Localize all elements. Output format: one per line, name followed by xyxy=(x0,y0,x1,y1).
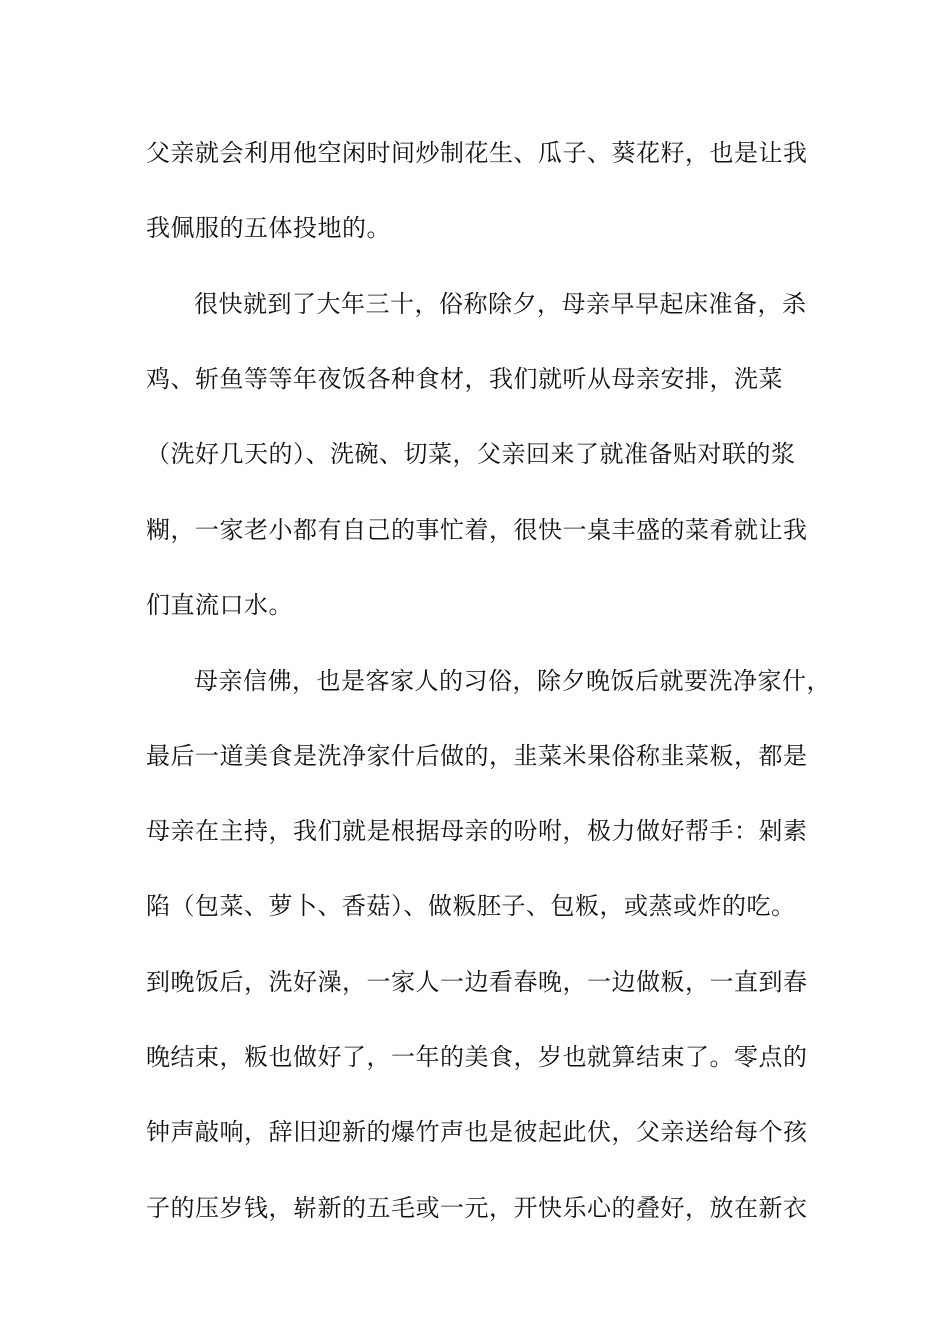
paragraph-3-line-4: 陷（包菜、萝卜、香菇）、做粄胚子、包粄，或蒸或炸的吃。 xyxy=(146,892,796,920)
paragraph-3-line-6: 晚结束，粄也做好了，一年的美食，岁也就算结束了。零点的 xyxy=(146,1043,808,1071)
paragraph-3-line-5: 到晚饭后，洗好澡，一家人一边看春晚，一边做粄，一直到春 xyxy=(146,968,808,996)
paragraph-1-line-2: 我佩服的五体投地的。 xyxy=(146,214,391,242)
paragraph-2-line-5: 们直流口水。 xyxy=(146,591,293,619)
paragraph-3-line-7: 钟声敲响，辞旧迎新的爆竹声也是彼起此伏，父亲送给每个孩 xyxy=(146,1118,808,1146)
paragraph-3-line-2: 最后一道美食是洗净家什后做的，韭菜米果俗称韭菜粄，都是 xyxy=(146,742,808,770)
paragraph-2-line-3: （洗好几天的）、洗碗、切菜，父亲回来了就准备贴对联的浆 xyxy=(146,440,796,468)
paragraph-2-line-4: 糊，一家老小都有自己的事忙着，很快一桌丰盛的菜肴就让我 xyxy=(146,516,808,544)
paragraph-3-line-1: 母亲信佛，也是客家人的习俗，除夕晚饭后就要洗净家什， xyxy=(194,667,831,695)
paragraph-3-line-8: 子的压岁钱，崭新的五毛或一元，开快乐心的叠好，放在新衣 xyxy=(146,1194,808,1222)
paragraph-2-line-2: 鸡、斩鱼等等年夜饭各种食材，我们就听从母亲安排，洗菜 xyxy=(146,365,783,393)
paragraph-1-line-1: 父亲就会利用他空闲时间炒制花生、瓜子、葵花籽，也是让我 xyxy=(146,139,808,167)
paragraph-2-line-1: 很快就到了大年三十，俗称除夕，母亲早早起床准备，杀 xyxy=(194,290,807,318)
paragraph-3-line-3: 母亲在主持，我们就是根据母亲的吩咐，极力做好帮手：剁素 xyxy=(146,817,808,845)
